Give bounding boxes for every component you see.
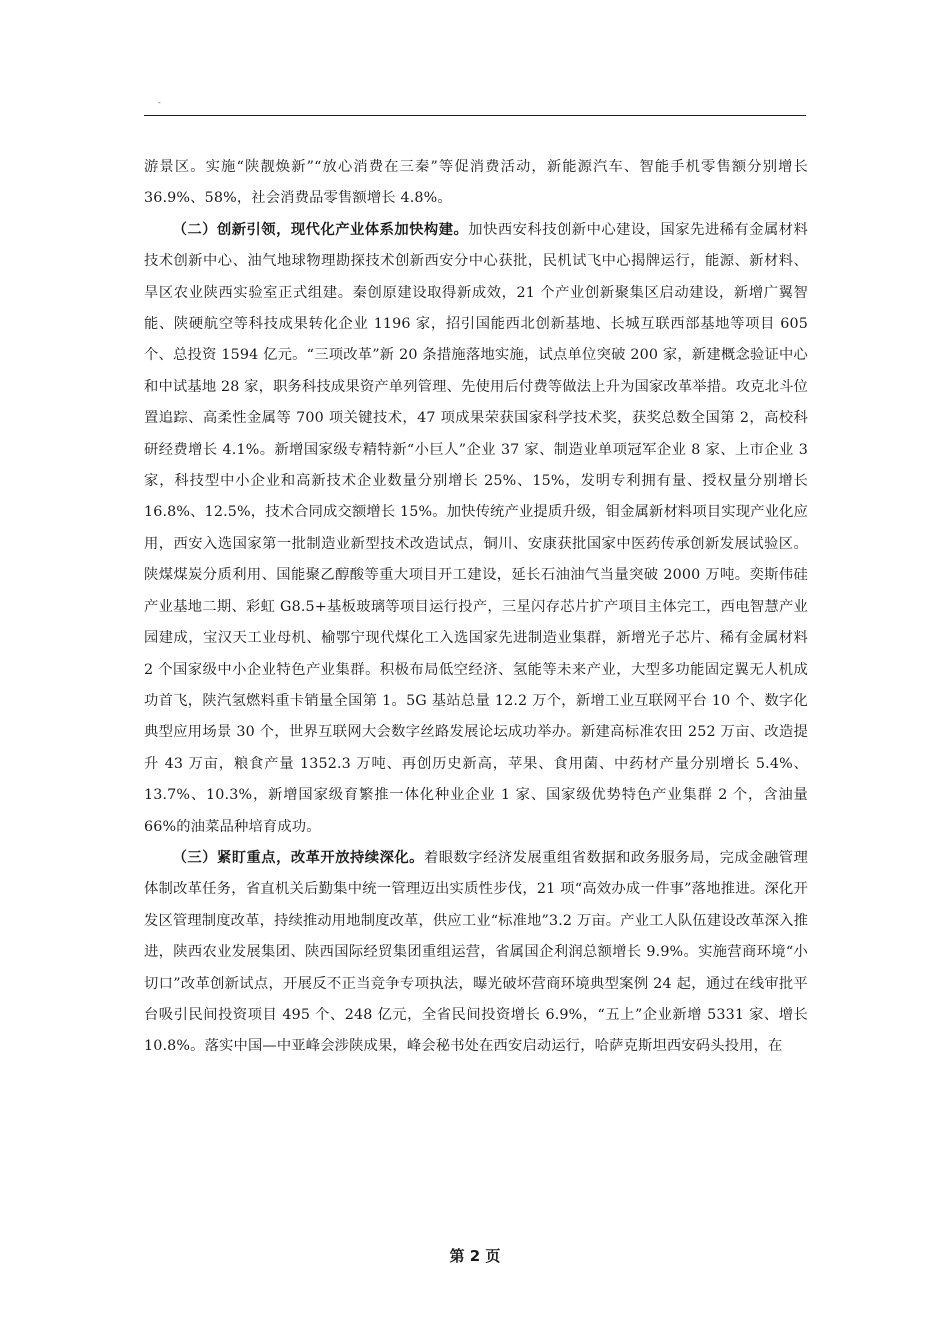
section-heading: （三）紧盯重点，改革开放持续深化。 bbox=[172, 849, 424, 866]
section-heading: （二）创新引领，现代化产业体系加快构建。 bbox=[172, 221, 469, 238]
paragraph-continuation bbox=[144, 152, 808, 215]
paragraph-text: 加快西安科技创新中心建设，国家先进稀有金属材料技术创新中心、油气地球物理勘探技术创新西安分中心获批，民机试飞中心揭牌运行，能源、新材料、旱区农业陕西实验室正式组建。秦创原建设取得新成效，21 个产业创新聚集区启动建设，新增广翼智能、陕硬航空等科技成果转化企业 1196 家，招引国能西北创新基地、长城互联西部基地等项目 605 个、总投资 1594 亿元。“三项改革”新 20 条措施落地实施，试点单位突破 200 家，新建概念验证中心和中试基地 28 家，职务科技成果资产单列管理、先使用后付费等做法上升为国家改革举措。攻克北斗位置追踪、高柔性金属等 700 项关键技术，47 项成果荣获国家科学技术奖，获奖总数全国第 2，高校科研经费增长 4.1%。新增国家级专精特新“小巨人”企业 37 家、制造业单项冠军企业 8 家、上市企业 3 家，科技型中小企业和高新技术企业数量分别增长 25%、15%，发明专利拥有量、授权量分别增长 16.8%、12.5%，技术合同成交额增长 15%。加快传统产业提质升级，钼金属新材料项目实现产业化应用，西安入选国家第一批制造业新型技术改造试点，铜川、安康获批国家中医药传承创新发展试验区。陕煤煤炭分质利用、国能聚乙醇酸等重大项目开工建设，延长石油油气当量突破 2000 万吨。奕斯伟硅产业基地二期、彩虹 G8.5+基板玻璃等项目运行投产，三星闪存芯片扩产项目主体完工，西电智慧产业园建成，宝汉天工业母机、榆鄂宁现代煤化工入选国家先进制造业集群，新增光子芯片、稀有金属材料 2 个国家级中小企业特色产业集群。积极布局低空经济、氢能等未来产业，大型多功能固定翼无人机成功首飞，陕汽氢燃料重卡销量全国第 1。5G 基站总量 12.2 万个，新增工业互联网平台 10 个、数字化典型应用场景 30 个，世界互联网大会数字丝路发展论坛成功举办。新建高标准农田 252 万亩、改造提升 43 万亩，粮食产量 1352.3 万吨、再创历史新高，苹果、食用菌、中药材产量分别增长 5.4%、13.7%、10.3%，新增国家级育繁推一体化种业企业 1 家、国家级优势特色产业集群 2 个，含油量 66%的油菜品种培育成功。 bbox=[144, 221, 809, 835]
paragraph-text: 着眼数字经济发展重组省数据和政务服务局，完成金融管理体制改革任务，省直机关后勤集中统一管理迈出实质性步伐，21 项“高效办成一件事”落地推进。深化开发区管理制度改革，持续推动用地制度改革，供应工业“标准地”3.2 万亩。产业工人队伍建设改革深入推进，陕西农业发展集团、陕西国际经贸集团重组运营，省属国企利润总额增长 9.9%。实施营商环境“小切口”改革创新试点，开展反不正当竞争专项执法，曝光破坏营商环境典型案例 24 起，通过在线审批平台吸引民间投资项目 495 个、248 亿元，全省民间投资增长 6.9%，“五上”企业新增 5331 家、增长 10.8%。落实中国—中亚峰会涉陕成果，峰会秘书处在西安启动运行，哈萨克斯坦西安码头投用，在 bbox=[144, 849, 809, 1055]
page-number: 第 2 页 bbox=[449, 1247, 501, 1265]
header-rule bbox=[144, 115, 806, 116]
header-mark: - bbox=[158, 98, 161, 107]
paragraph-text: 游景区。实施“陕靓焕新”“放心消费在三秦”等促消费活动，新能源汽车、智能手机零售额分别增长 36.9%、58%，社会消费品零售额增长 4.8%。 bbox=[144, 159, 808, 207]
body-text bbox=[144, 152, 808, 1063]
paragraph-innovation bbox=[144, 215, 808, 843]
paragraph-reform bbox=[144, 843, 808, 1063]
